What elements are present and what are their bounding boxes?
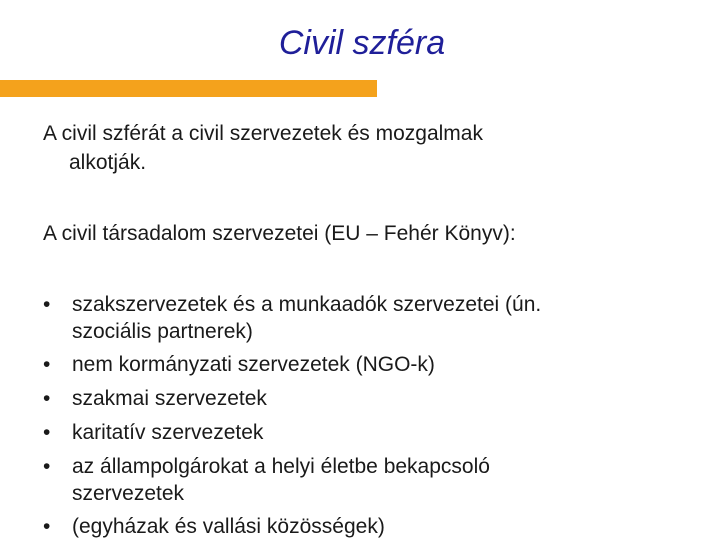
accent-bar (0, 80, 377, 97)
list-item-line-1: (egyházak és vallási közösségek) (72, 515, 385, 538)
list-item-line-1: az állampolgárokat a helyi életbe bekapcsoló (72, 455, 490, 478)
bullet-icon: • (43, 387, 51, 410)
slide-title (0, 24, 720, 63)
list-item (43, 288, 683, 346)
bullet-icon: • (43, 455, 51, 478)
paragraph-1 (43, 119, 683, 177)
list-item-line-1: karitatív szervezetek (72, 421, 264, 444)
bullet-icon: • (43, 421, 51, 444)
list-item (43, 382, 683, 416)
list-item-line-2: szervezetek (72, 482, 185, 505)
paragraph-1-line-2: alkotják. (69, 151, 147, 174)
paragraph-2-rest: (EU – Fehér Könyv): (318, 222, 516, 245)
list-item-line-1: szakmai szervezetek (72, 387, 267, 410)
list-item (43, 348, 683, 382)
bullet-icon: • (43, 293, 51, 316)
paragraph-2-emphasis: A civil társadalom szervezetei (43, 222, 319, 245)
list-item (43, 450, 683, 508)
paragraph-1-line-1: A civil szférát a civil szervezetek és mozgalmak (43, 122, 483, 145)
list-item-line-1: szakszervezetek és a munkaadók szervezetei (ún. (72, 293, 542, 316)
bullet-list (43, 288, 683, 544)
list-item (43, 510, 683, 544)
paragraph-2 (43, 219, 683, 248)
bullet-icon: • (43, 515, 51, 538)
list-item-line-1: nem kormányzati szervezetek (NGO-k) (72, 353, 435, 376)
list-item (43, 416, 683, 450)
slide-title-text: Civil szféra (278, 24, 446, 62)
list-item-line-2: szociális partnerek) (72, 320, 253, 343)
bullet-icon: • (43, 353, 51, 376)
